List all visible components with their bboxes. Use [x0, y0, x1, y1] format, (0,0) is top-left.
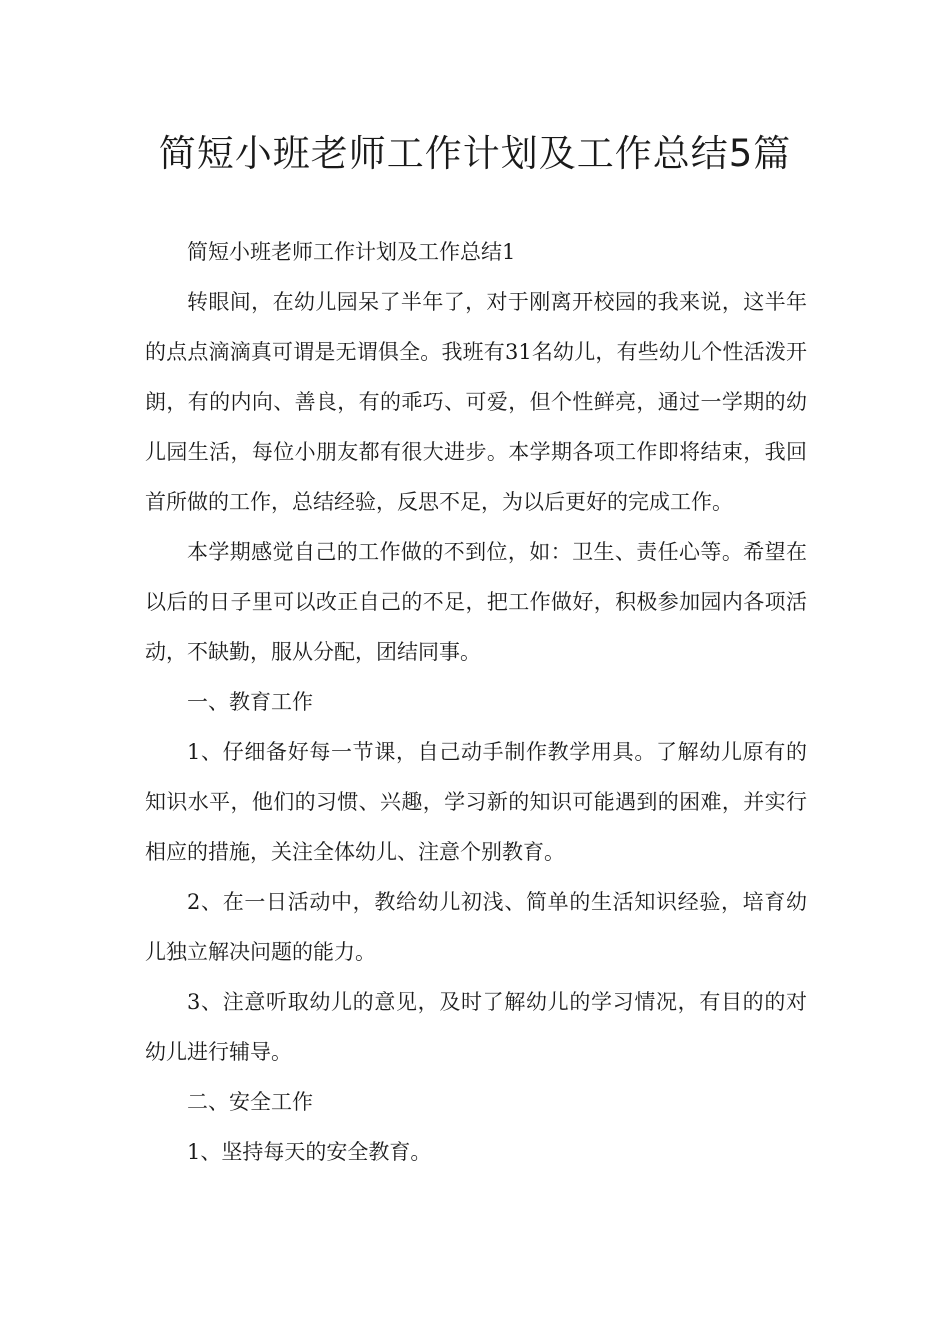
education-item-2: 2、在一日活动中，教给幼儿初浅、简单的生活知识经验，培育幼儿独立解决问题的能力。 [145, 890, 807, 964]
education-item-1: 1、仔细备好每一节课，自己动手制作教学用具。了解幼儿原有的知识水平，他们的习惯、兴趣，学习新的知识可能遇到的困难，并实行相应的措施，关注全体幼儿、注意个别教育。 [145, 740, 807, 864]
heading-safety-work: 二、安全工作 [187, 1090, 313, 1114]
education-item-3: 3、注意听取幼儿的意见，及时了解幼儿的学习情况，有目的的对幼儿进行辅导。 [145, 990, 807, 1064]
safety-item-1: 1、坚持每天的安全教育。 [187, 1140, 432, 1164]
document-title: 简短小班老师工作计划及工作总结5篇 [158, 132, 792, 175]
paragraph-reflection: 本学期感觉自己的工作做的不到位，如：卫生、责任心等。希望在以后的日子里可以改正自己的不足，把工作做好，积极参加园内各项活动，不缺勤，服从分配，团结同事。 [145, 540, 807, 664]
paragraph-intro: 转眼间，在幼儿园呆了半年了，对于刚离开校园的我来说，这半年的点点滴滴真可谓是无谓俱全。我班有31名幼儿，有些幼儿个性活泼开朗，有的内向、善良，有的乖巧、可爱，但个性鲜亮，通过一学期的幼儿园生活，每位小朋友都有很大进步。本学期各项工作即将结束，我回首所做的工作，总结经验，反思不足，为以后更好的完成工作。 [145, 290, 807, 514]
document-body [145, 227, 807, 1177]
section-heading-1: 简短小班老师工作计划及工作总结1 [187, 240, 516, 264]
heading-education-work: 一、教育工作 [187, 690, 313, 714]
